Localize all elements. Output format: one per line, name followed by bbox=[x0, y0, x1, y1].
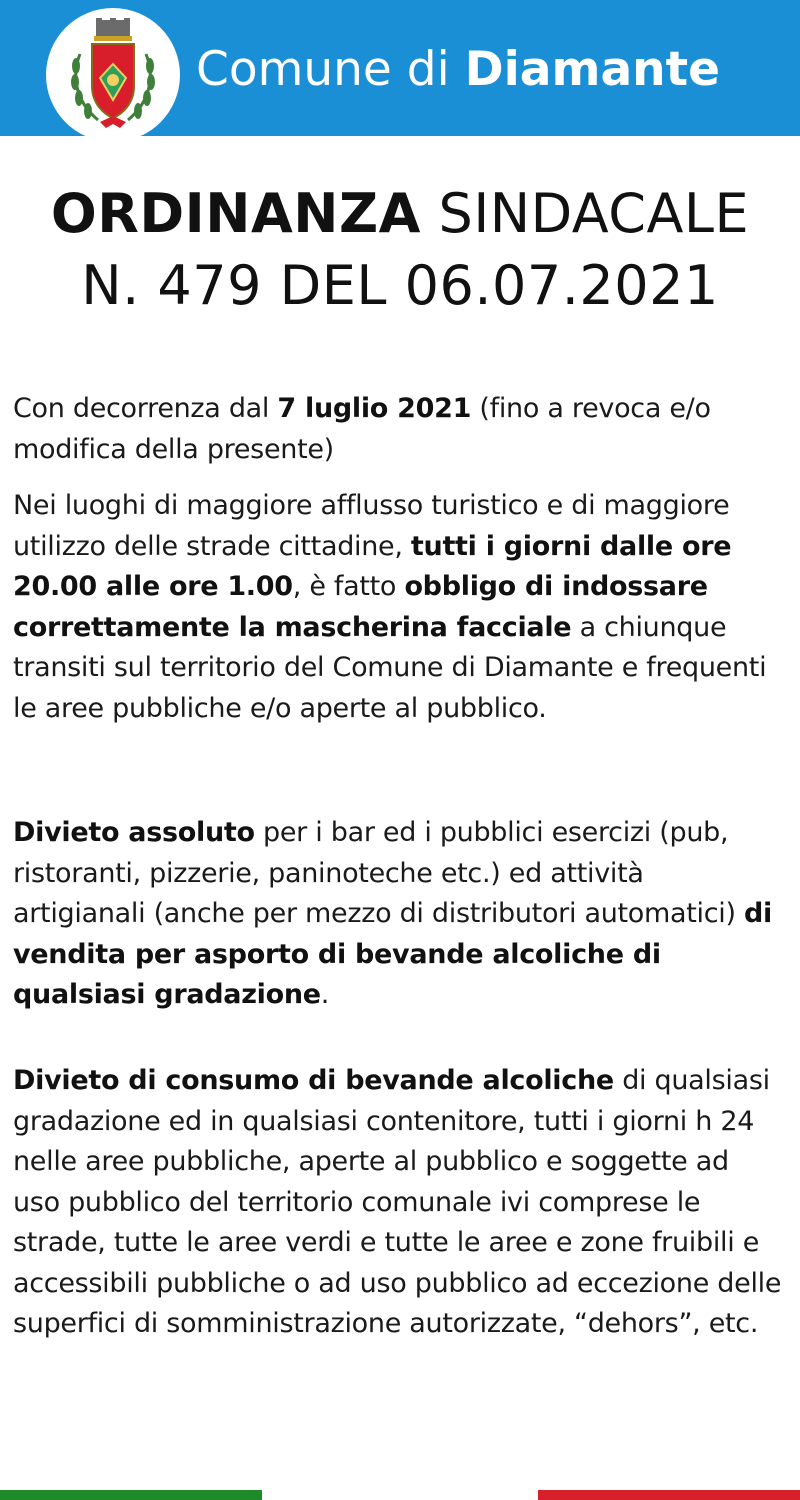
title-line-2: N. 479 DEL 06.07.2021 bbox=[81, 254, 719, 317]
paragraph-text: Nei luoghi di maggiore afflusso turistico e di maggiore utilizzo delle strade cittadine, bbox=[13, 490, 730, 562]
flag-stripe-green bbox=[0, 1490, 262, 1500]
municipal-crest-icon bbox=[46, 8, 180, 142]
flag-stripe-white bbox=[262, 1490, 538, 1500]
paragraph-bold-text: Divieto assoluto bbox=[13, 817, 255, 848]
title-regular: SINDACALE bbox=[420, 182, 750, 245]
paragraph-bold-text: di vendita per asporto di bevande alcoliche di qualsiasi gradazione bbox=[13, 898, 773, 1010]
paragraph-text: (fino a revoca e/o modifica della presente) bbox=[13, 393, 711, 465]
header-title-regular: Comune di bbox=[196, 42, 465, 97]
header-title bbox=[196, 40, 720, 100]
paragraph-text: per i bar ed i pubblici esercizi (pub, ristoranti, pizzerie, paninoteche etc.) ed attività artigianali (anche per mezzo di distributori automatici) bbox=[13, 817, 745, 929]
paragraph-bold-text: Divieto di consumo di bevande alcoliche bbox=[13, 1065, 614, 1096]
ordinance-title bbox=[0, 178, 800, 322]
paragraph-effective-date bbox=[13, 389, 783, 470]
title-line-1 bbox=[0, 178, 800, 250]
paragraph-text: , è fatto bbox=[292, 571, 405, 602]
paragraph-text: . bbox=[320, 979, 330, 1010]
paragraph-consumption-ban bbox=[13, 1061, 783, 1345]
paragraph-bold-text: tutti i giorni dalle ore 20.00 alle ore 1.00 bbox=[13, 530, 732, 602]
title-bold: ORDINANZA bbox=[50, 182, 421, 245]
paragraph-mask-obligation bbox=[13, 486, 783, 729]
paragraph-text: di qualsiasi gradazione ed in qualsiasi contenitore, tutti i giorni h 24 nelle aree pubbliche, aperte al pubblico e soggette ad uso pubblico del territorio comunale ivi comprese le strade, tutte le aree verdi e tutte le aree e zone fruibili e accessibili pubbliche o ad uso pubblico ad eccezione delle superfici di somministrazione autorizzate, “dehors”, etc. bbox=[13, 1065, 782, 1339]
paragraph-text: Con decorrenza dal bbox=[13, 393, 278, 424]
paragraph-bold-text: 7 luglio 2021 bbox=[277, 393, 472, 424]
paragraph-bold-text: obbligo di indossare correttamente la mascherina facciale bbox=[13, 571, 708, 643]
flag-stripe-red bbox=[538, 1490, 800, 1500]
paragraph-takeaway-ban bbox=[13, 813, 783, 1016]
header-title-bold: Diamante bbox=[464, 42, 720, 97]
paragraph-text: a chiunque transiti sul territorio del Comune di Diamante e frequenti le aree pubbliche e/o aperte al pubblico. bbox=[13, 611, 767, 724]
